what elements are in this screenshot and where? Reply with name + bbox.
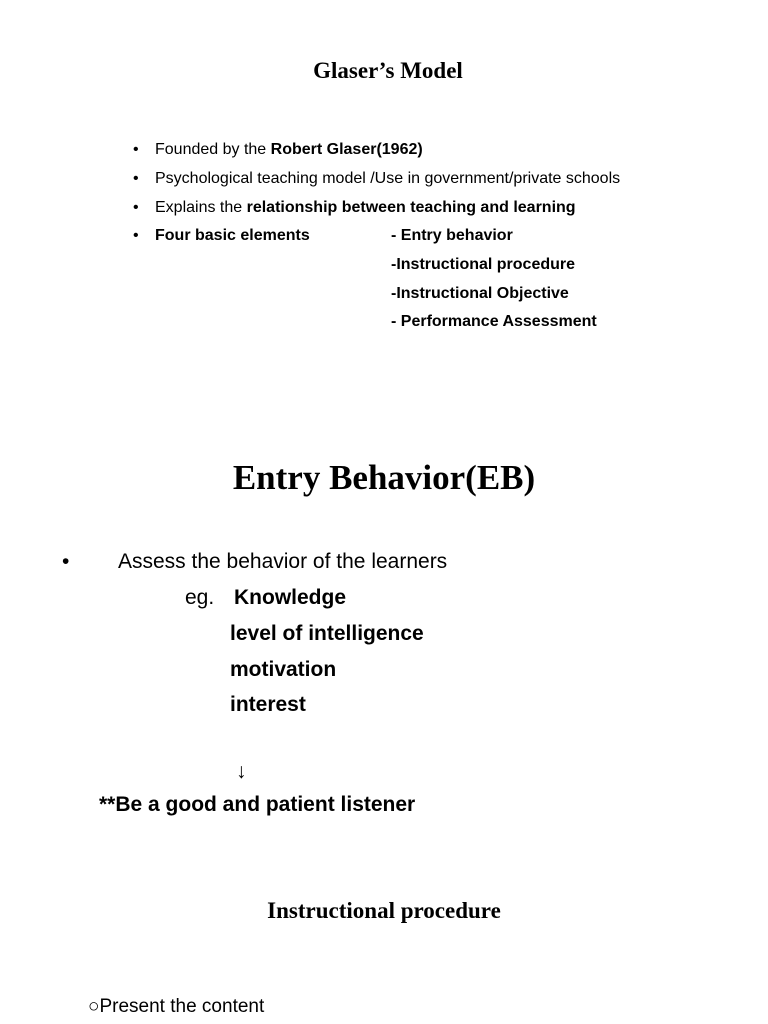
section-title-entry-behavior: Entry Behavior(EB) (232, 458, 536, 497)
bullet-item-usage (133, 170, 620, 188)
circle-bullet-icon: ○ (88, 996, 100, 1017)
section-title-instructional-procedure: Instructional procedure (267, 898, 501, 923)
example-interest: interest (230, 693, 306, 716)
bullet-bold-text: relationship between teaching and learning (246, 199, 576, 216)
assess-text: Assess the behavior of the learners (118, 550, 448, 573)
list-item-present-content (88, 996, 264, 1018)
eg-label: eg. (185, 586, 215, 609)
element-instructional-procedure: -Instructional procedure (391, 256, 576, 273)
bullet-item-relationship (133, 199, 576, 217)
bullet-text: Psychological teaching model /Use in government/private schools (155, 170, 621, 187)
bullet-text: Founded by the (155, 141, 271, 158)
element-instructional-objective: -Instructional Objective (391, 285, 569, 302)
example-intelligence: level of intelligence (230, 622, 424, 645)
bullet-text: Explains the (155, 199, 247, 216)
arrow-down-icon: ↓ (236, 760, 247, 783)
page-title: Glaser’s Model (313, 58, 463, 83)
element-entry-behavior: - Entry behavior (391, 227, 513, 244)
example-knowledge: Knowledge (234, 586, 347, 609)
element-performance-assessment: - Performance Assessment (391, 313, 597, 330)
bullet-bold-text: Four basic elements (155, 227, 310, 244)
bullet-icon: • (133, 141, 139, 158)
bullet-icon: • (133, 227, 139, 244)
bullet-icon: • (133, 199, 139, 216)
listener-note: **Be a good and patient listener (99, 793, 416, 816)
bullet-icon: • (62, 550, 70, 573)
bullet-bold-text: Robert Glaser(1962) (270, 141, 423, 158)
example-motivation: motivation (230, 658, 337, 681)
bullet-item-elements (133, 227, 310, 245)
bullet-icon: • (133, 170, 139, 187)
bullet-item-founder (133, 141, 423, 159)
list-item-text: Present the content (99, 996, 265, 1017)
